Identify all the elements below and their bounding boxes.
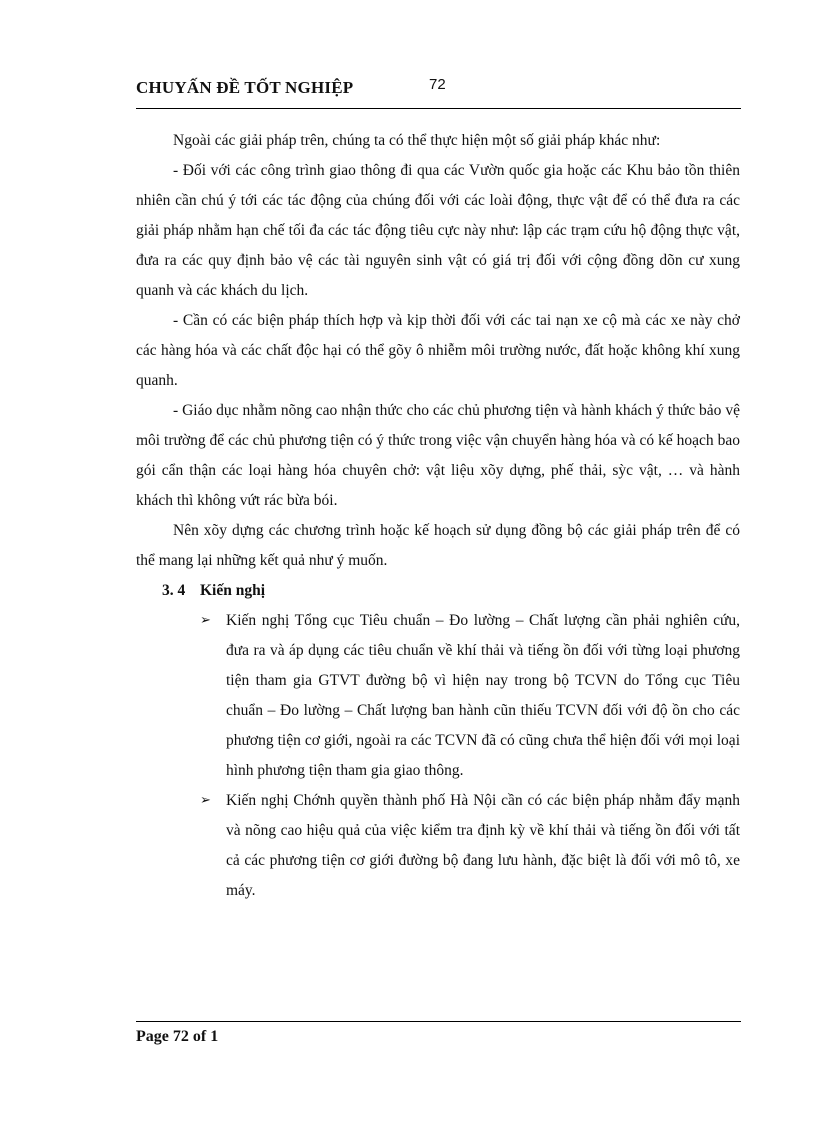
paragraph-accidents: - Cần có các biện pháp thích hợp và kịp thời đối với các tai nạn xe cộ mà các xe này chở các hàng hóa và các chất độc hại có thể gõy ô nhiễm môi trường nước, đất hoặc không khí xung quanh. (136, 312, 740, 389)
list-item-text: Kiến nghị Tổng cục Tiêu chuẩn – Đo lường – Chất lượng cần phải nghiên cứu, đưa ra và áp dụng các tiêu chuẩn về khí thải và tiếng ồn đối với từng loại phương tiện tham gia GTVT đường bộ vì hiện nay trong bộ TCVN do Tổng cục Tiêu chuẩn – Đo lường – Chất lượng ban hành cũn thiếu TCVN đối với độ ồn cho các phương tiện cơ giới, ngoài ra các TCVN đã có cũng chưa thể hiện đối với mọi loại hình phương tiện tham gia giao thông. (226, 612, 740, 779)
list-item-text: Kiến nghị Chớnh quyền thành phố Hà Nội cần có các biện pháp nhằm đẩy mạnh và nõng cao hiệu quả của việc kiểm tra định kỳ về khí thải và tiếng ồn đối với tất cả các phương tiện cơ giới đường bộ đang lưu hành, đặc biệt là đối với mô tô, xe máy. (226, 792, 740, 899)
arrowhead-bullet-icon: ➢ (200, 613, 211, 628)
paragraph-intro: Ngoài các giải pháp trên, chúng ta có thể thực hiện một số giải pháp khác như: (173, 132, 661, 149)
section-title: Kiến nghị (200, 582, 266, 599)
paragraph-national-parks: - Đối với các công trình giao thông đi qua các Vườn quốc gia hoặc các Khu bảo tồn thiên nhiên cần chú ý tới các tác động của chúng đối với các loài động, thực vật để có thể đưa ra các giải pháp nhằm hạn chế tối đa các tác động tiêu cực này như: lập các trạm cứu hộ động thực vật, đưa ra các quy định bảo vệ các tài nguyên sinh vật có giá trị đối với cộng đồng dõn cư xung quanh và các khách du lịch. (136, 162, 740, 299)
page-footer (136, 1021, 741, 1045)
section-number: 3. 4 (162, 582, 186, 599)
section-heading (136, 576, 740, 606)
document-body (136, 126, 740, 906)
paragraph-programs: Nên xõy dựng các chương trình hoặc kế hoạch sử dụng đồng bộ các giải pháp trên để có thể mang lại những kết quả như ý muốn. (136, 522, 740, 569)
arrowhead-bullet-icon: ➢ (200, 793, 211, 808)
paragraph-education: - Giáo dục nhằm nõng cao nhận thức cho các chủ phương tiện và hành khách ý thức bảo vệ môi trường để các chủ phương tiện có ý thức trong việc vận chuyển hàng hóa và có kế hoạch bao gói cẩn thận các loại hàng hóa chuyên chở: vật liệu xõy dựng, phế thải, sỳc vật, … và hành khách thì không vứt rác bừa bói. (136, 402, 740, 509)
list-item (136, 606, 740, 786)
list-item (136, 786, 740, 906)
document-title: CHUYẤN ĐỀ TỐT NGHIỆP (136, 78, 354, 97)
recommendation-list (136, 606, 740, 906)
footer-page-label: Page 72 of 1 (136, 1028, 219, 1045)
page-header (136, 72, 741, 109)
header-page-number: 72 (429, 76, 446, 93)
